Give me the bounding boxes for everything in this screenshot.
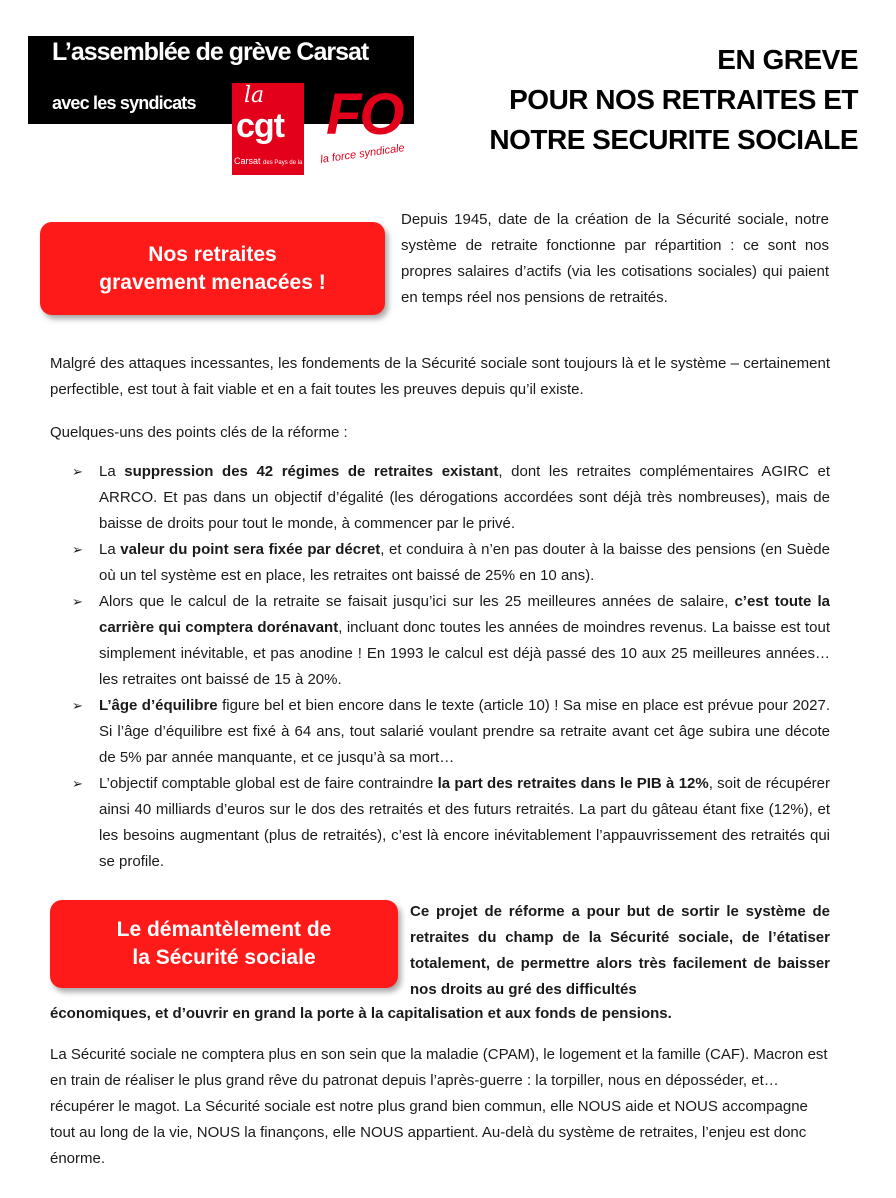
paragraph-points-cles: Quelques-uns des points clés de la réforme : [50, 424, 348, 441]
cgt-logo-word: cgt [236, 107, 284, 145]
list-item-text: , soit de récupérer ainsi 40 milliards d’euros sur le dos des retraités et des futurs retraités. La part du gâteau étant fixe (12%), et les besoins augmentant (plus de retraités), c’est là encore inévitablement l’appauvrissement des retraités qui se profile. [99, 775, 830, 870]
page-title [489, 40, 858, 160]
list-item-highlight: la part des retraites dans le PIB à 12% [437, 775, 709, 792]
page-title-line: NOTRE SECURITE SOCIALE [489, 124, 858, 155]
section-heading-retraites [40, 222, 385, 315]
list-item [72, 537, 830, 589]
list-item [72, 693, 830, 771]
arrow-bullet-icon: ➢ [72, 698, 83, 713]
list-item-text: La [99, 463, 125, 480]
section-heading-line: Le démantèlement de [116, 918, 332, 941]
section-heading-line: Nos retraites [148, 242, 277, 266]
section-heading-securite-sociale [50, 900, 398, 988]
cgt-logo-la: la [244, 83, 265, 108]
fo-logo-sub: la force syndicale [319, 142, 406, 166]
fo-logo-word: FO [326, 82, 403, 147]
page-title-line: EN GREVE [717, 44, 858, 75]
arrow-bullet-icon: ➢ [72, 542, 83, 557]
arrow-bullet-icon: ➢ [72, 776, 83, 791]
list-item-text: La [99, 541, 121, 558]
list-item-text: , dont les retraites complémentaires AGIRC et ARRCO. Et pas dans un objectif d’égalité (les dérogations accordées sont déjà très nombreuses), mais de baisse de droits pour tout le monde, à commencer par le privé. [99, 463, 830, 532]
list-item [72, 589, 830, 693]
page-title-line: POUR NOS RETRAITES ET [509, 84, 858, 115]
list-item-highlight: valeur du point sera fixée par décret [120, 541, 381, 558]
list-item [72, 459, 830, 537]
list-item-highlight: c’est toute la carrière qui comptera dorénavant [99, 593, 830, 636]
list-item-text: , incluant donc toutes les années de moindres revenus. La baisse est tout simplement inévitable, et pas anodine ! En 1993 le calcul est déjà passé des 10 aux 25 meilleures années… les retraites ont baissé de 15 à 20%. [99, 619, 831, 688]
list-item-text: figure bel et bien encore dans le texte (article 10) ! Sa mise en place est prévue pour 2027. Si l’âge d’équilibre est fixé à 64 ans, tout salarié voulant prendre sa retraite avant cet âge subira une décote de 5% par année manquante, et ce jusqu’à sa mort… [99, 697, 830, 766]
list-item-highlight: L’âge d’équilibre [99, 697, 218, 714]
header-sub-line: avec les syndicats [52, 93, 196, 113]
paragraph-demantelement: Ce projet de réforme a pour but de sortir le système de retraites du champ de la Sécurité sociale, de l’étatiser totalement, de permettre alors très facilement de baisser nos droits au gré des difficultés [410, 903, 830, 998]
reform-points-list [72, 459, 830, 875]
section-heading-line: gravement menacées ! [99, 270, 326, 294]
header-org-line: L’assemblée de grève Carsat [52, 38, 369, 66]
intro-paragraph: Depuis 1945, date de la création de la Sécurité sociale, notre système de retraite fonctionne par répartition : ce sont nos propres salaires d’actifs (via les cotisations sociales) qui paient en temps réel nos pensions de retraités. [401, 211, 829, 306]
list-item-text: L’objectif comptable global est de faire contraindre [99, 775, 438, 792]
arrow-bullet-icon: ➢ [72, 594, 83, 609]
paragraph-conclusion: La Sécurité sociale ne comptera plus en son sein que la maladie (CPAM), le logement et la famille (CAF). Macron est en train de réaliser le plus grand rêve du patronat depuis l’après-guerre : la torpiller, nous en déposséder, et… récupérer le magot. La Sécurité sociale est notre plus grand bien commun, elle NOUS aide et NOUS accompagne tout au long de la vie, NOUS la finançons, elle NOUS appartient. Au-delà du système de retraites, l’enjeu est donc énorme. [50, 1046, 828, 1167]
fo-logo [318, 82, 410, 168]
paragraph-attaques: Malgré des attaques incessantes, les fondements de la Sécurité sociale sont toujours là et le système – certainement perfectible, est tout à fait viable et en a fait toutes les preuves depuis qu’il existe. [50, 355, 830, 398]
list-item-highlight: suppression des 42 régimes de retraites existant [124, 463, 499, 480]
cgt-logo-sub-main: Carsat [234, 156, 261, 166]
cgt-logo-sub-small: des Pays de la Loire [263, 160, 318, 166]
list-item [72, 771, 830, 875]
section-heading-line: la Sécurité sociale [132, 946, 316, 969]
list-item-text: , et conduira à n’en pas douter à la baisse des pensions (en Suède où un tel système est en place, les retraites ont baissé de 25% en 10 ans). [99, 541, 830, 584]
cgt-logo [232, 83, 318, 175]
arrow-bullet-icon: ➢ [72, 464, 83, 479]
paragraph-demantelement-end: économiques, et d’ouvrir en grand la porte à la capitalisation et aux fonds de pensions. [50, 1005, 672, 1022]
cgt-logo-sub [234, 156, 317, 166]
list-item-text: Alors que le calcul de la retraite se faisait jusqu’ici sur les 25 meilleures années de salaire, [99, 593, 735, 610]
